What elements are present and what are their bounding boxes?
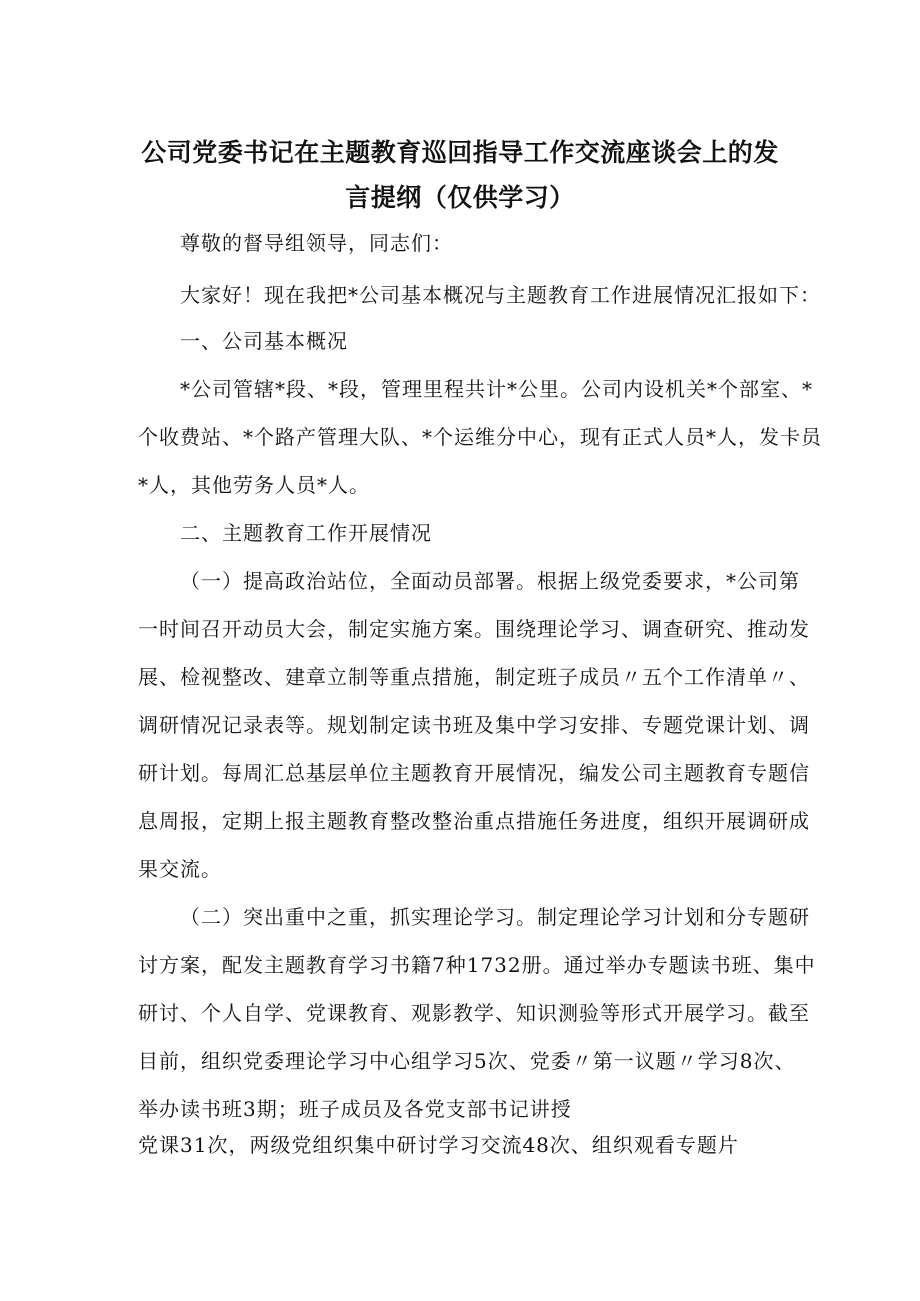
paragraph-1-line: 展、检视整改、建章立制等重点措施，制定班子成员〃五个工作清单〃、	[138, 665, 810, 689]
paragraph-2-line: 讨方案，配发主题教育学习书籍7种1732册。通过举办专题读书班、集中	[138, 953, 816, 977]
section-1-line: *人，其他劳务人员*人。	[138, 473, 370, 497]
paragraph-2-line: 目前，组织党委理论学习中心组学习5次、党委〃第一议题〃学习8次、	[138, 1049, 796, 1073]
paragraph-1-line: 果交流。	[138, 857, 222, 881]
section-1-line: *公司管辖*段、*段，管理里程共计*公里。公司内设机关*个部室、*	[180, 377, 813, 401]
paragraph-1-line: 调研情况记录表等。规划制定读书班及集中学习安排、专题党课计划、调	[138, 713, 810, 737]
section-1-line: 个收费站、*个路产管理大队、*个运维分中心，现有正式人员*人，发卡员	[138, 425, 822, 449]
paragraph-1-line: 息周报，定期上报主题教育整改整治重点措施任务进度，组织开展调研成	[138, 809, 810, 833]
paragraph-2-line: （二）突出重中之重，抓实理论学习。制定理论学习计划和分专题研	[180, 905, 810, 929]
document-title-line-1: 公司党委书记在主题教育巡回指导工作交流座谈会上的发	[141, 138, 779, 167]
section-2-heading: 二、主题教育工作开展情况	[180, 521, 432, 545]
paragraph-1-line: （一）提高政治站位，全面动员部署。根据上级党委要求，*公司第	[180, 569, 800, 593]
paragraph-2-line: 党课31次，两级党组织集中研讨学习交流48次、组织观看专题片	[138, 1133, 739, 1157]
intro-paragraph: 大家好！现在我把*公司基本概况与主题教育工作进展情况汇报如下：	[180, 283, 821, 307]
paragraph-2-line: 研讨、个人自学、党课教育、观影教学、知识测验等形式开展学习。截至	[138, 1001, 810, 1025]
paragraph-2-line: 举办读书班3期；班子成员及各党支部书记讲授	[138, 1097, 572, 1121]
section-1-heading: 一、公司基本概况	[180, 329, 348, 353]
paragraph-1-line: 一时间召开动员大会，制定实施方案。围绕理论学习、调查研究、推动发	[138, 617, 810, 641]
paragraph-1-line: 研计划。每周汇总基层单位主题教育开展情况，编发公司主题教育专题信	[138, 761, 810, 785]
salutation: 尊敬的督导组领导，同志们：	[180, 231, 453, 255]
document-title-line-2: 言提纲（仅供学习）	[345, 183, 575, 212]
